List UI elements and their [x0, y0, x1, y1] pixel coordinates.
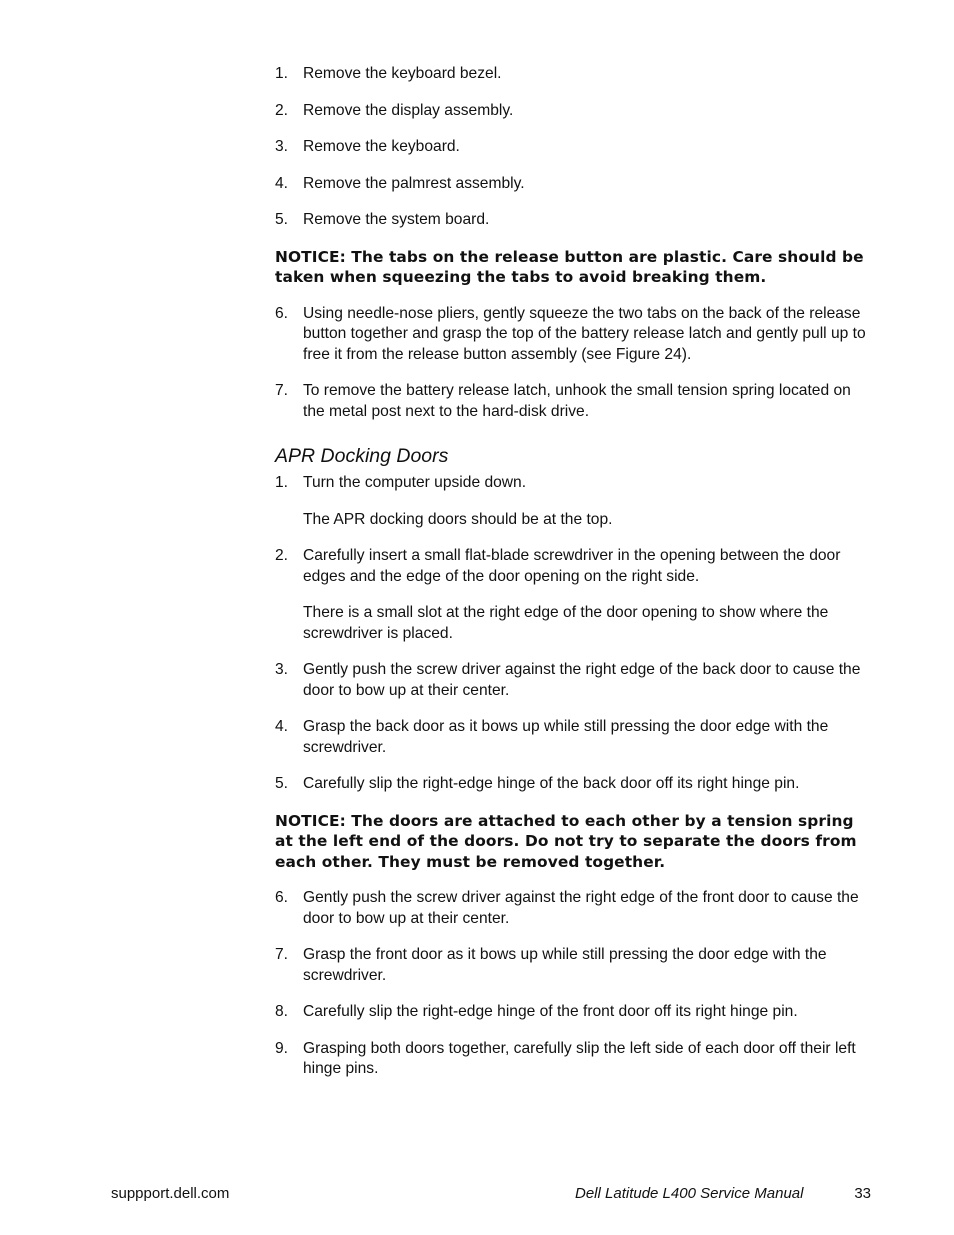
step-number: 9. [275, 1039, 289, 1057]
step-number: 5. [275, 775, 289, 792]
step-text: Remove the system board. [303, 211, 490, 228]
list-item [275, 546, 870, 587]
step-number: 7. [275, 382, 289, 399]
step-text: Carefully insert a small flat-blade screwdriver in the opening between the door edges and the edge of the door opening on the right side. [303, 547, 841, 585]
list-item [275, 660, 870, 701]
section-heading: APR Docking Doors [275, 445, 449, 467]
step-number: 4. [275, 718, 289, 735]
step-number: 5. [275, 211, 289, 228]
list-item [275, 717, 870, 758]
step-number: 7. [275, 946, 289, 963]
step-text: Remove the keyboard bezel. [303, 65, 502, 82]
step-number: 3. [275, 138, 289, 155]
list-item [275, 304, 870, 366]
step-text: Carefully slip the right-edge hinge of the front door off its right hinge pin. [303, 1003, 798, 1020]
step-text: Gently push the screw driver against the right edge of the front door to cause the door to bow up at their center. [303, 889, 859, 927]
list-item [275, 1002, 870, 1023]
step-text: Remove the display assembly. [303, 101, 514, 119]
step-text: Grasp the back door as it bows up while still pressing the door edge with the screwdriver. [303, 718, 829, 756]
step-number: 2. [275, 547, 289, 564]
list-item [275, 381, 870, 422]
list-item [275, 888, 870, 929]
step-number: 1. [275, 65, 289, 82]
list-item [275, 174, 870, 195]
step-number: 4. [275, 174, 289, 192]
list-item [275, 473, 870, 494]
step-text: Remove the palmrest assembly. [303, 174, 525, 192]
list-item [275, 64, 870, 85]
page-content [275, 64, 870, 1080]
list-item [275, 945, 870, 986]
step-note: The APR docking doors should be at the top. [303, 510, 613, 528]
notice-tension-spring: NOTICE: The doors are attached to each other by a tension spring at the left end of the doors. Do not try to separate the doors from each other. They must be removed together. [275, 811, 857, 871]
footer-url: suppport.dell.com [111, 1185, 230, 1202]
step-note: There is a small slot at the right edge of the door opening to show where the screwdriver is placed. [303, 604, 829, 642]
step-text: Gently push the screw driver against the right edge of the back door to cause the door to bow up at their center. [303, 661, 861, 699]
step-number: 3. [275, 661, 289, 678]
step-text: Grasping both doors together, carefully slip the left side of each door off their left hinge pins. [303, 1039, 856, 1077]
list-item [275, 101, 870, 122]
notice-plastic-tabs: NOTICE: The tabs on the release button are plastic. Care should be taken when squeezing the tabs to avoid breaking them. [275, 247, 864, 286]
step-number: 2. [275, 101, 289, 119]
step-text: Turn the computer upside down. [303, 474, 527, 491]
page-number: 33 [854, 1185, 871, 1202]
step-text: To remove the battery release latch, unhook the small tension spring located on the metal post next to the hard-disk drive. [303, 382, 851, 420]
footer-manual-title: Dell Latitude L400 Service Manual [575, 1185, 804, 1202]
step-text: Using needle-nose pliers, gently squeeze the two tabs on the back of the release button together and grasp the top of the battery release latch and gently pull up to free it from the release button assembly (see Figure 24). [303, 304, 866, 363]
step-number: 6. [275, 304, 289, 322]
step-text: Remove the keyboard. [303, 138, 460, 155]
list-item [275, 774, 870, 795]
list-item [275, 137, 870, 158]
step-text: Grasp the front door as it bows up while still pressing the door edge with the screwdriver. [303, 946, 827, 984]
list-item [275, 1039, 870, 1080]
step-number: 1. [275, 474, 289, 491]
step-number: 8. [275, 1003, 289, 1020]
step-text: Carefully slip the right-edge hinge of the back door off its right hinge pin. [303, 775, 800, 792]
list-item [275, 210, 870, 231]
step-number: 6. [275, 889, 289, 906]
